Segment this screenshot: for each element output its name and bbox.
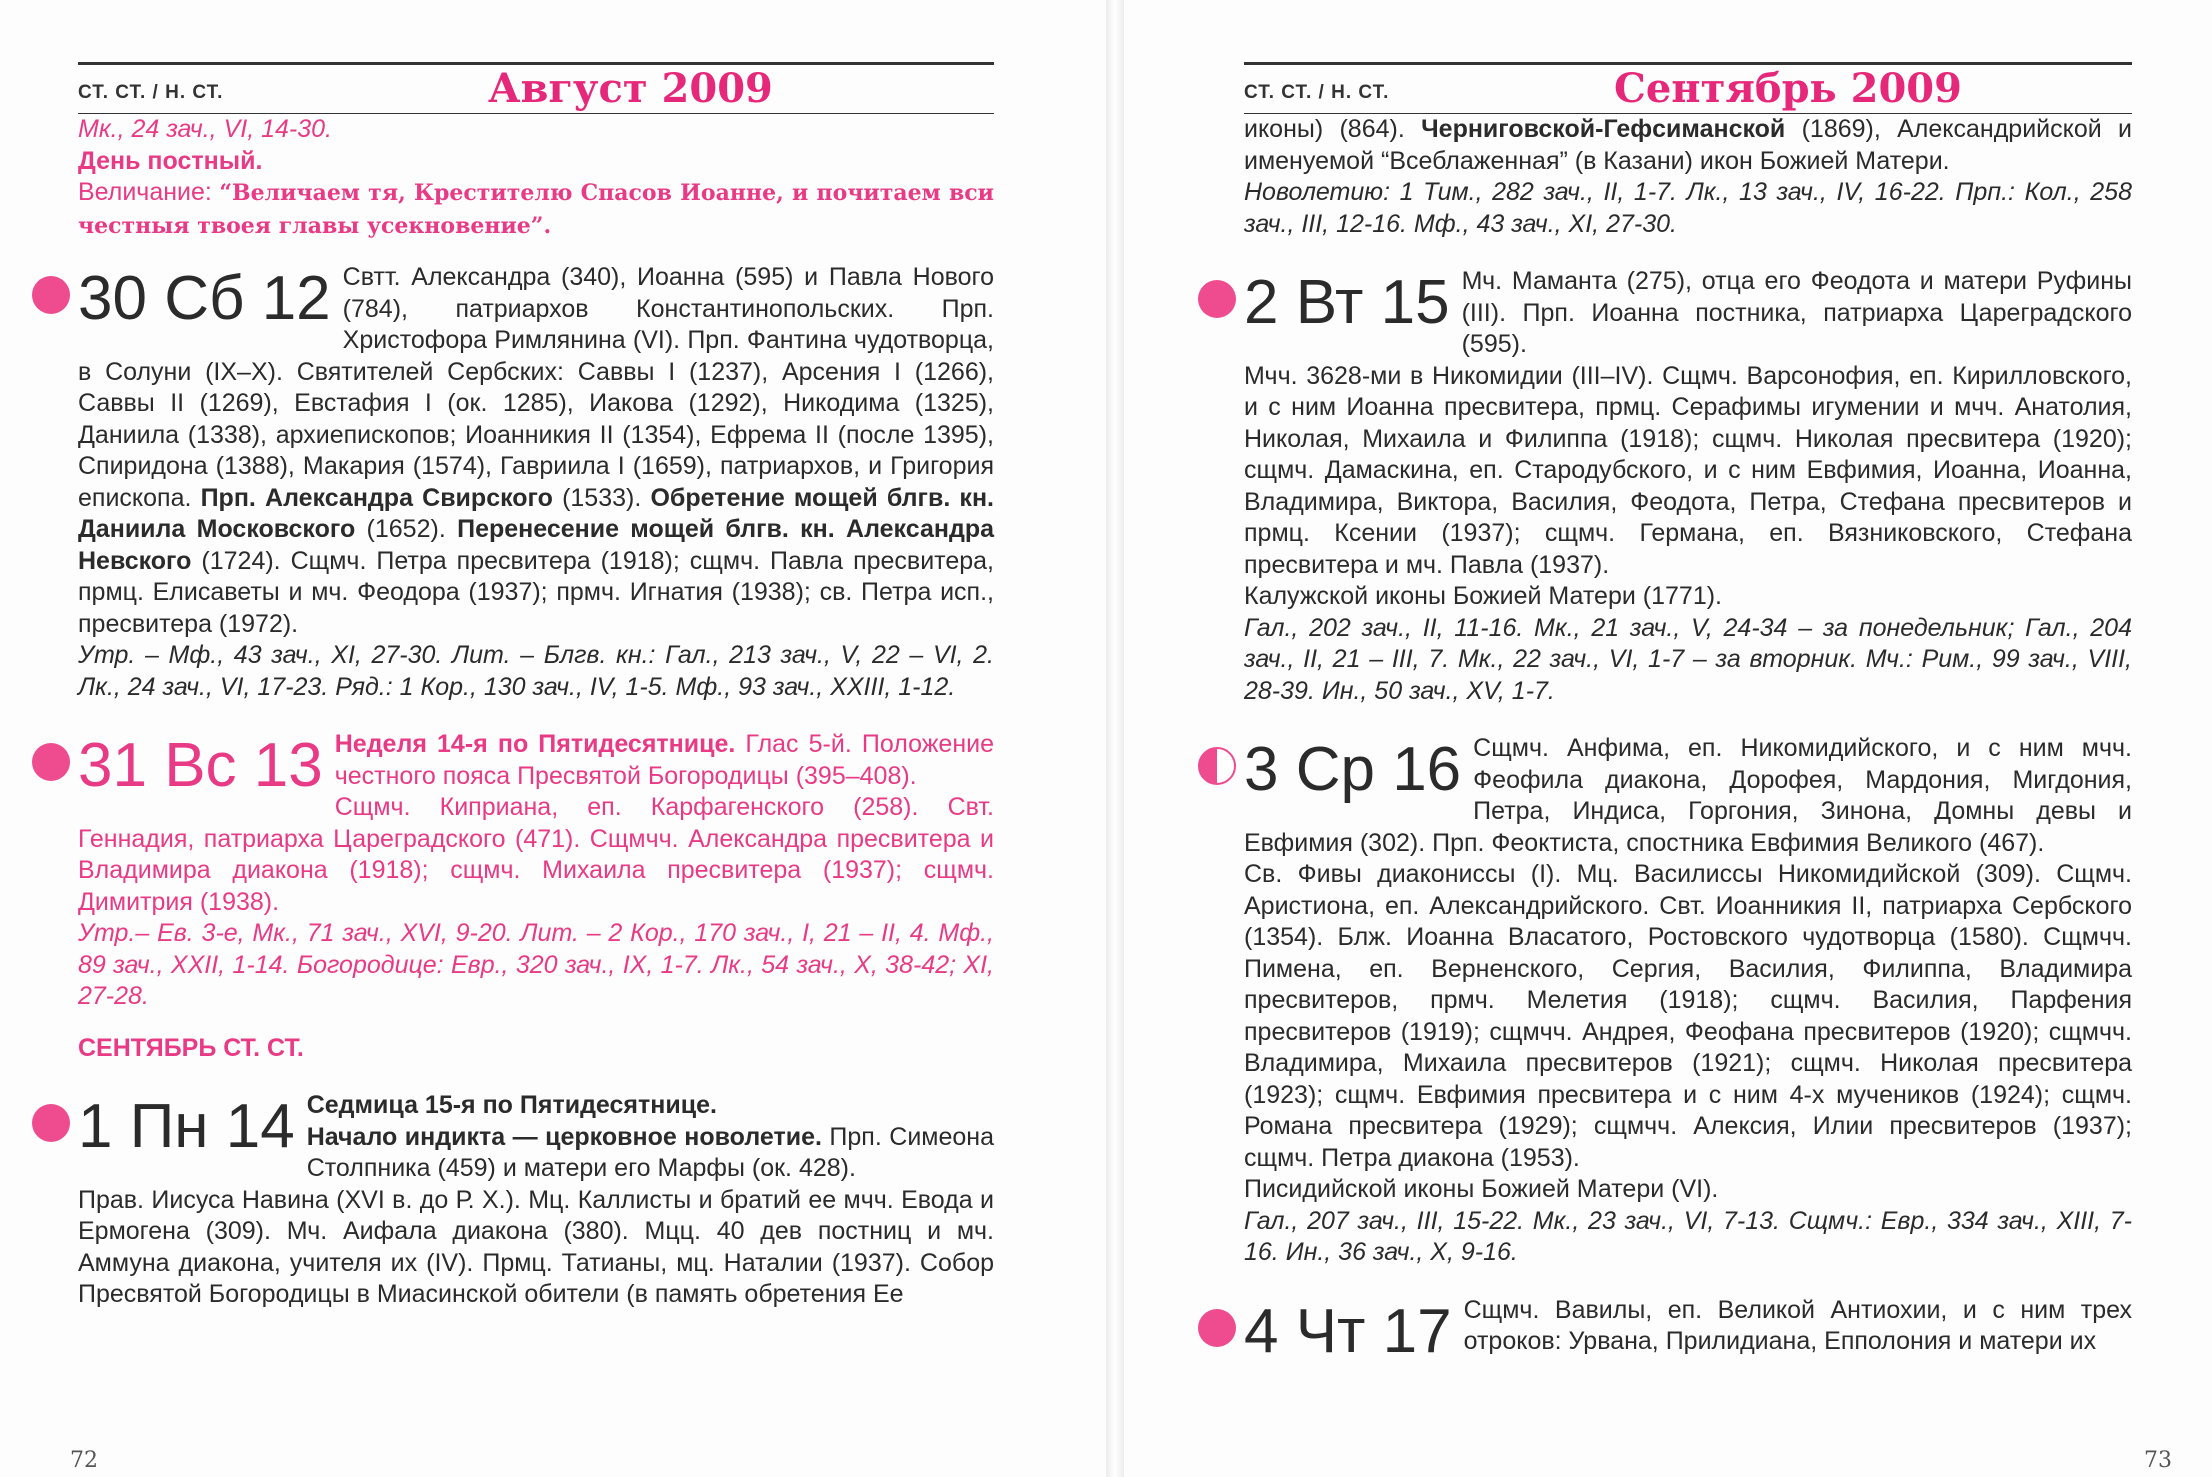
page-number: 73 (2144, 1448, 2172, 1473)
right-column (1244, 62, 2132, 1366)
month-title: Сентябрь 2009 (1614, 65, 1962, 112)
day-number: 3 Ср 16 (1244, 735, 1462, 804)
left-body (78, 114, 994, 1311)
icon-feast: Калужской иконы Божией Матери (1771). (1244, 582, 1722, 610)
fast-day: День постный. (78, 146, 263, 175)
intro-reading: Мк., 24 зач., VI, 14-30. (78, 115, 332, 143)
feast-mark-icon (1198, 280, 1236, 318)
icon-feast: Писидийской иконы Божией Матери (VI). (1244, 1175, 1719, 1203)
sunday-title: Неделя 14-я по Пятидесятнице. Глас 5-й. Положение честного пояса Пресвятой Богородицы (395–408). (334, 730, 994, 790)
day-number: 1 Пн 14 (78, 1092, 295, 1161)
section-heading: СЕНТЯБРЬ СТ. СТ. (78, 1033, 304, 1062)
half-circle-icon (1198, 747, 1236, 785)
saints-list: Сщмч. Киприана, еп. Карфагенского (258). Свт. Геннадия, патриарха Цареградского (471). Сщмчч. Александра пресвитера и Владимира диакона (1918); сщмч. Михаила пресвитера (1937); сщмч. Димитрия (1938). (78, 793, 994, 916)
page-number: 72 (70, 1448, 98, 1473)
saints-list-2: Св. Фивы диакониссы (I). Мц. Василиссы Никомидийской (309). Сщмч. Аристиона, еп. Александрийского. Свт. Иоанникия II, патриарха Сербского (1354). Блж. Иоанна Власатого, Ростовского чудотворца (1580). Сщмчч. Пимена, еп. Верненского, Сергия, Василия, Филиппа, Владимира пресвитеров, прмч. Мелетия (1918); сщмч. Василия, Парфения пресвитеров (1919); сщмчч. Андрея, Феофана пресвитеров (1920); сщмчч. Владимира, Михаила пресвитеров (1921); сщмч. Николая пресвитера (1923); сщмч. Евфимия пресвитера и с ним 4-х мучеников (1924); сщмч. Романа пресвитера (1929); сщмчч. Алексия, Илии пресвитеров (1937); сщмч. Петра диакона (1953). (1244, 860, 2132, 1172)
day-number: 2 Вт 15 (1244, 268, 1450, 337)
readings: Утр.– Ев. 3-е, Мк., 71 зач., XVI, 9-20. Лит. – 2 Кор., 170 зач., I, 21 – II, 4. Мф., 89 зач., XXII, 1-14. Богородице: Евр., 320 зач., IX, 1-7. Лк., 54 зач., X, 38-42; XI, 27-28. (78, 919, 994, 1010)
readings: Гал., 202 зач., II, 11-16. Мк., 21 зач., V, 24-34 – за понедельник; Гал., 204 зач., II, 21 – III, 7. Мк., 22 зач., VI, 1-7 – за вторник. Мч.: Рим., 99 зач., VIII, 28-39. Ин., 50 зач., XV, 1-7. (1244, 613, 2132, 705)
day-entry-31 (78, 729, 994, 1013)
saints-list: Сщмч. Вавилы, еп. Великой Антиохии, и с ним трех отроков: Урвана, Прилидиана, Епполония и матери их (1463, 1295, 2132, 1355)
readings: Новолетию: 1 Тим., 282 зач., II, 1-7. Лк., 13 зач., IV, 16-22. Прп.: Кол., 258 зач., III, 12-16. Мф., 43 зач., XI, 27-30. (1244, 178, 2132, 238)
right-page (1124, 0, 2212, 1477)
continued-text: иконы) (864). Черниговской-Гефсиманской (1869), Александрийской и именуемой “Всеблаженная” (в Казани) икон Божией Матери. (1244, 115, 2132, 175)
day-entry-1 (78, 1090, 994, 1311)
day-entry-3 (1244, 733, 2132, 1269)
right-header (1244, 62, 2132, 114)
old-new-style-label: СТ. СТ. / Н. СТ. (1244, 82, 1390, 103)
day-entry-2 (1244, 266, 2132, 707)
readings: Утр. – Мф., 43 зач., XI, 27-30. Лит. – Блгв. кн.: Гал., 213 зач., V, 22 – VI, 2. Лк., 24 зач., VI, 17-23. Ряд.: 1 Кор., 130 зач., IV, 1-5. Мф., 93 зач., XXIII, 1-12. (78, 641, 994, 701)
left-header (78, 62, 994, 114)
month-title: Август 2009 (488, 65, 773, 112)
feast-mark-icon (1198, 1309, 1236, 1347)
magnification: Величание: “Величаем тя, Крестителю Спасов Иоанне, и почитаем вси честныя твоея главы усекновение”. (78, 178, 994, 239)
old-new-style-label: СТ. СТ. / Н. СТ. (78, 82, 224, 103)
day-number: 31 Вс 13 (78, 731, 323, 800)
saints-list: Свтт. Александра (340), Иоанна (595) и Павла Нового (784), патриархов Константинопольских. Прп. Христофора Римлянина (VI). Прп. Фантина чудотворца, в Солуни (IX–X). Святителей Сербских: Саввы I (1237), Арсения I (1266), Саввы II (1269), Евстафия I (ок. 1285), Иакова (1292), Никодима (1325), Даниила (1338), архиепископов; Иоанникия II (1354), Ефрема II (после 1395), Спиридона (1388), Макария (1574), Гавриила I (1659), патриархов, и Григория епископа. Прп. Александра Свирского (1533). Обретение мощей блгв. кн. Даниила Московского (1652). Перенесение мощей блгв. кн. Александра Невского (1724). Сщмч. Петра пресвитера (1918); сщмч. Павла пресвитера, прмц. Елисаветы и мч. Феодора (1937); прмч. Игнатия (1938); св. Петра исп., пресвитера (1972). (78, 263, 994, 638)
readings: Гал., 207 зач., III, 15-22. Мк., 23 зач., VI, 7-13. Сщмч.: Евр., 334 зач., XIII, 7-16. Ин., 36 зач., X, 9-16. (1244, 1206, 2132, 1266)
day-entry-4 (1244, 1295, 2132, 1366)
saints-list-2: Мчч. 3628-ми в Никомидии (III–IV). Сщмч. Варсонофия, еп. Кирилловского, и с ним Иоанна пресвитера, прмц. Серафимы игумении и мчч. Анатолия, Николая, Михаила и Филиппа (1918); сщмч. Николая пресвитера (1920); сщмч. Дамаскина, еп. Стародубского, и с ним Евфимия, Иоанна, Иоанна, Владимира, Виктора, Василия, Феодота, Петра, Стефана пресвитеров и прмц. Ксении (1937); сщмч. Германа, еп. Вязниковского, Стефана пресвитера и мч. Павла (1937). (1244, 361, 2132, 579)
left-column (78, 62, 994, 1311)
saints-list: Мч. Маманта (275), отца его Феодота и матери Руфины (III). Прп. Иоанна постника, патриарха Цареградского (595). (1461, 267, 2132, 358)
day-number: 4 Чт 17 (1244, 1296, 1452, 1366)
feast-mark-icon (32, 276, 70, 314)
day-entry-30 (78, 262, 994, 703)
right-body (1244, 114, 2132, 1366)
feast-mark-icon (32, 1104, 70, 1142)
day-number: 30 Сб 12 (78, 264, 331, 333)
saints-list: Прав. Иисуса Навина (XVI в. до Р. Х.). Мц. Каллисты и братий ее мчч. Евода и Ермогена (309). Мч. Аифала диакона (380). Мцц. 40 дев постниц и мч. Аммуна диакона, учителя их (IV). Прмц. Татианы, мц. Наталии (1937). Собор Пресвятой Богородицы в Миасинской обители (в память обретения Ее (78, 1185, 994, 1308)
saints-list: Сщмч. Анфима, еп. Никомидийского, и с ним мчч. Феофила диакона, Дорофея, Мардония, Мигдония, Петра, Индиса, Горгония, Зинона, Домны девы и Евфимия (302). Прп. Феоктиста, спостника Евфимия Великого (467). (1244, 734, 2132, 857)
book-gutter (1106, 0, 1124, 1477)
week-title: Седмица 15-я по Пятидесятнице. Начало индикта — церковное новолетие. Прп. Симеона Столпника (459) и матери его Марфы (ок. 428). (306, 1091, 994, 1182)
feast-mark-icon (32, 743, 70, 781)
